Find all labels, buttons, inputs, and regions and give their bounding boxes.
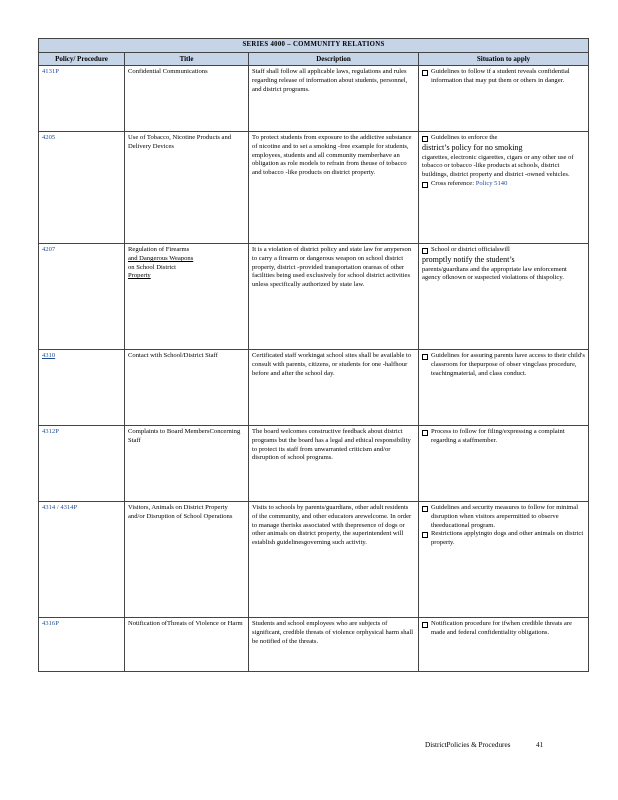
policy-title: Use of Tobacco, Nicotine Products and Delivery Devices [125,132,249,244]
situation-text: Guidelines and security measures to follow for minimal disruption when visitors arepermitted to observe theeducational program. [431,504,579,529]
checkbox-icon [422,532,428,538]
page-footer [425,741,543,749]
page-number: 41 [536,741,544,749]
policy-description: Certificated staff workingat school sites shall be available to consult with parents, citizens, or students for one -halfhour before and after the school day. [249,350,419,426]
policy-situation [419,244,589,350]
policy-situation [419,426,589,502]
col-header-policy: Policy/ Procedure [39,52,125,65]
policy-number[interactable]: 4310 [39,350,125,426]
policy-title: Contact with School/District Staff [125,350,249,426]
policy-description: It is a violation of district policy and state law for anyperson to carry a firearm or dangerous weapon on school district property, district -provided transportation orareas of other facilities being used exclusively for school district activities unless specifically authorized by state law. [249,244,419,350]
title-line: Regulation of Firearms [128,246,190,254]
policy-title: Complaints to Board MembersConcerning Staff [125,426,249,502]
policy-description: The board welcomes constructive feedback about district programs but the board has a legal and ethical responsibility to protect its staff from unwarranted criticism and/or disruption of school programs. [249,426,419,502]
checkbox-icon [422,70,428,76]
table-row [39,502,589,618]
situation-emphasis: promptly notify the student’s [422,255,515,265]
series-title: SERIES 4000 – COMMUNITY RELATIONS [39,39,589,53]
checkbox-icon [422,430,428,436]
situation-text: Guidelines to follow if a student reveals confidential information that may put them or others in danger. [431,68,570,85]
col-header-situation: Situation to apply [419,52,589,65]
table-row [39,244,589,350]
checkbox-icon [422,354,428,360]
policy-number[interactable]: 4207 [39,244,125,350]
checkbox-icon [422,248,428,254]
policy-situation [419,132,589,244]
checkbox-icon [422,622,428,628]
policy-situation [419,66,589,132]
col-header-title: Title [125,52,249,65]
table-row [39,426,589,502]
policy-title: Visitors, Animals on District Property and/or Disruption of School Operations [125,502,249,618]
policy-5140-link[interactable]: Policy 5140 [475,179,508,187]
situation-text: Restrictions applyingto dogs and other animals on district property. [431,530,584,547]
situation-text: cigarettes, electronic cigarettes, cigars or any other use of tobacco or tobacco -like products at schools, district buildings, district property and district -owned vehicles. [422,153,574,179]
title-line: Property [128,272,151,280]
situation-text: Process to follow for filing/expressing a complaint regarding a staffmember. [431,428,565,445]
policy-description: Students and school employees who are subjects of significant, credible threats of violence orphysical harm shall be notified of the threats. [249,618,419,672]
policy-number[interactable]: 4131P [39,66,125,132]
checkbox-icon [422,182,428,188]
policy-number[interactable]: 4314 / 4314P [39,502,125,618]
policy-situation [419,350,589,426]
policy-title [125,244,249,350]
policy-description: Staff shall follow all applicable laws, regulations and rules regarding release of information about students, personnel, and district programs. [249,66,419,132]
policy-situation [419,502,589,618]
policy-description: Visits to schools by parents/guardians, other adult residents of the community, and other educators arewelcome. In order to manage therisks associated with thepresence of dogs or other animals on district property, the superintendent will establish guidelinesgoverning such activity. [249,502,419,618]
checkbox-icon [422,136,428,142]
table-row [39,350,589,426]
policy-situation [419,618,589,672]
situation-text: Guidelines to enforce the [431,134,498,142]
table-row [39,66,589,132]
policy-title: Confidential Communications [125,66,249,132]
footer-label: DistrictPolicies & Procedures [425,741,511,749]
policy-number[interactable]: 4312P [39,426,125,502]
situation-text: Guidelines for assuring parents have access to their child's classroom for thepurpose of obser vingclass procedure, teachingmaterial, and class conduct. [431,352,585,377]
policy-table [38,38,589,672]
policy-description: To protect students from exposure to the addictive substance of nicotine and to set a smoking -free example for students, employees, students and all community memberhave an obligation as role models to refrain from theuse of tobacco and tobacco -like products on district property. [249,132,419,244]
title-line: and Dangerous Weapons [128,255,194,263]
title-line: on School District [128,263,176,271]
series-header-row [39,39,589,53]
checkbox-icon [422,506,428,512]
situation-text: Notification procedure for ifwhen credible threats are made and federal confidentiality obligations. [431,620,572,637]
policy-title: Notification ofThreats of Violence or Harm [125,618,249,672]
policy-number[interactable]: 4205 [39,132,125,244]
situation-emphasis: district’s policy for no smoking [422,143,523,153]
situation-text: parents/guardians and the appropriate law enforcement agency ofknown or suspected violations of thispolicy. [422,265,567,282]
col-header-description: Description [249,52,419,65]
table-row [39,132,589,244]
table-row [39,618,589,672]
policy-number[interactable]: 4316P [39,618,125,672]
situation-text: School or district officialswill [431,246,510,254]
cross-reference-label: Cross reference: [431,179,475,187]
column-header-row [39,52,589,65]
